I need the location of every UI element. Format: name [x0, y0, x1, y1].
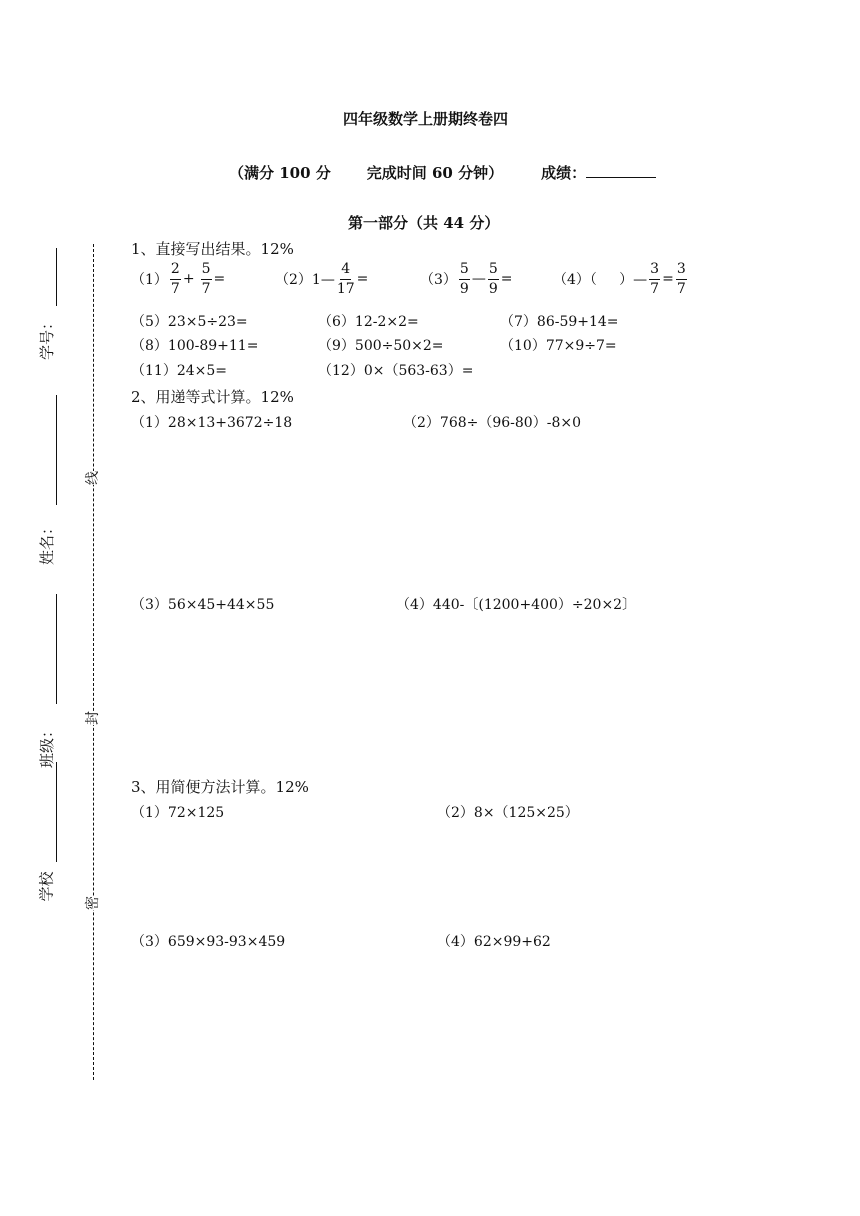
- class-label: 班级：: [38, 722, 57, 769]
- school-line: [56, 762, 57, 862]
- fraction: $\frac{2}{7}$: [170, 261, 180, 297]
- score-label: 成绩：: [541, 164, 587, 182]
- q1-item-11: （11）24×5=: [131, 363, 227, 379]
- exam-info: [229, 161, 656, 183]
- q3-item-4: （4）62×99+62: [437, 934, 551, 950]
- q1-item-10: （10）77×9÷7=: [500, 338, 617, 354]
- fraction: $\frac{4}{17}$: [336, 261, 355, 297]
- name-label: 姓名：: [38, 519, 57, 566]
- q2-item-3: （3）56×45+44×55: [131, 597, 275, 613]
- q1-item-8: （8）100-89+11=: [131, 338, 259, 354]
- seal-dashed-line: [93, 244, 94, 1080]
- seal-secret-char: 密: [80, 896, 104, 910]
- exam-title: 四年级数学上册期终卷四: [343, 110, 509, 128]
- name-line: [56, 395, 57, 505]
- time-limit: 完成时间 60 分钟）: [366, 164, 504, 182]
- q1-item-9: （9）500÷50×2=: [318, 338, 444, 354]
- q1-item-3: （3） $\frac{5}{9}$ — $\frac{5}{9}$ =: [420, 261, 513, 297]
- class-line: [56, 594, 57, 704]
- fraction: $\frac{3}{7}$: [650, 261, 660, 297]
- q3-item-2: （2）8×（125×25）: [437, 805, 579, 821]
- q3-title: 3、用简便方法计算。12%: [131, 778, 309, 796]
- fraction: $\frac{5}{7}$: [201, 261, 211, 297]
- q1-item-1: （1） $\frac{2}{7}$ + $\frac{5}{7}$ =: [131, 261, 226, 297]
- q1-item-2: （2）1— $\frac{4}{17}$ =: [275, 261, 369, 297]
- q1-item-5: （5）23×5÷23=: [131, 314, 248, 330]
- q2-item-4: （4）440-〔(1200+400）÷20×2〕: [396, 597, 637, 613]
- q2-item-1: （1）28×13+3672÷18: [131, 415, 293, 431]
- q2-title: 2、用递等式计算。12%: [131, 388, 294, 406]
- student-id-line: [56, 248, 57, 306]
- seal-line-char: 线: [80, 471, 104, 485]
- q1-title: 1、直接写出结果。12%: [131, 240, 294, 258]
- fraction: $\frac{3}{7}$: [676, 261, 686, 297]
- score-blank[interactable]: [586, 161, 656, 178]
- student-id-label: 学号：: [38, 314, 57, 361]
- q2-item-2: （2）768÷（96-80）-8×0: [403, 415, 581, 431]
- q1-item-6: （6）12-2×2=: [318, 314, 419, 330]
- seal-seal-char: 封: [80, 711, 104, 725]
- school-label: 学校: [37, 871, 56, 902]
- fraction: $\frac{5}{9}$: [488, 261, 498, 297]
- q3-item-3: （3）659×93-93×459: [131, 934, 286, 950]
- full-marks: （满分 100 分: [229, 164, 331, 182]
- q1-item-4: （4）（ ）— $\frac{3}{7}$ = $\frac{3}{7}$: [553, 261, 686, 297]
- fraction: $\frac{5}{9}$: [459, 261, 469, 297]
- part1-title: 第一部分（共 44 分）: [348, 214, 500, 232]
- q3-item-1: （1）72×125: [131, 805, 225, 821]
- q1-item-7: （7）86-59+14=: [500, 314, 619, 330]
- q1-item-12: （12）0×（563-63）=: [318, 363, 474, 379]
